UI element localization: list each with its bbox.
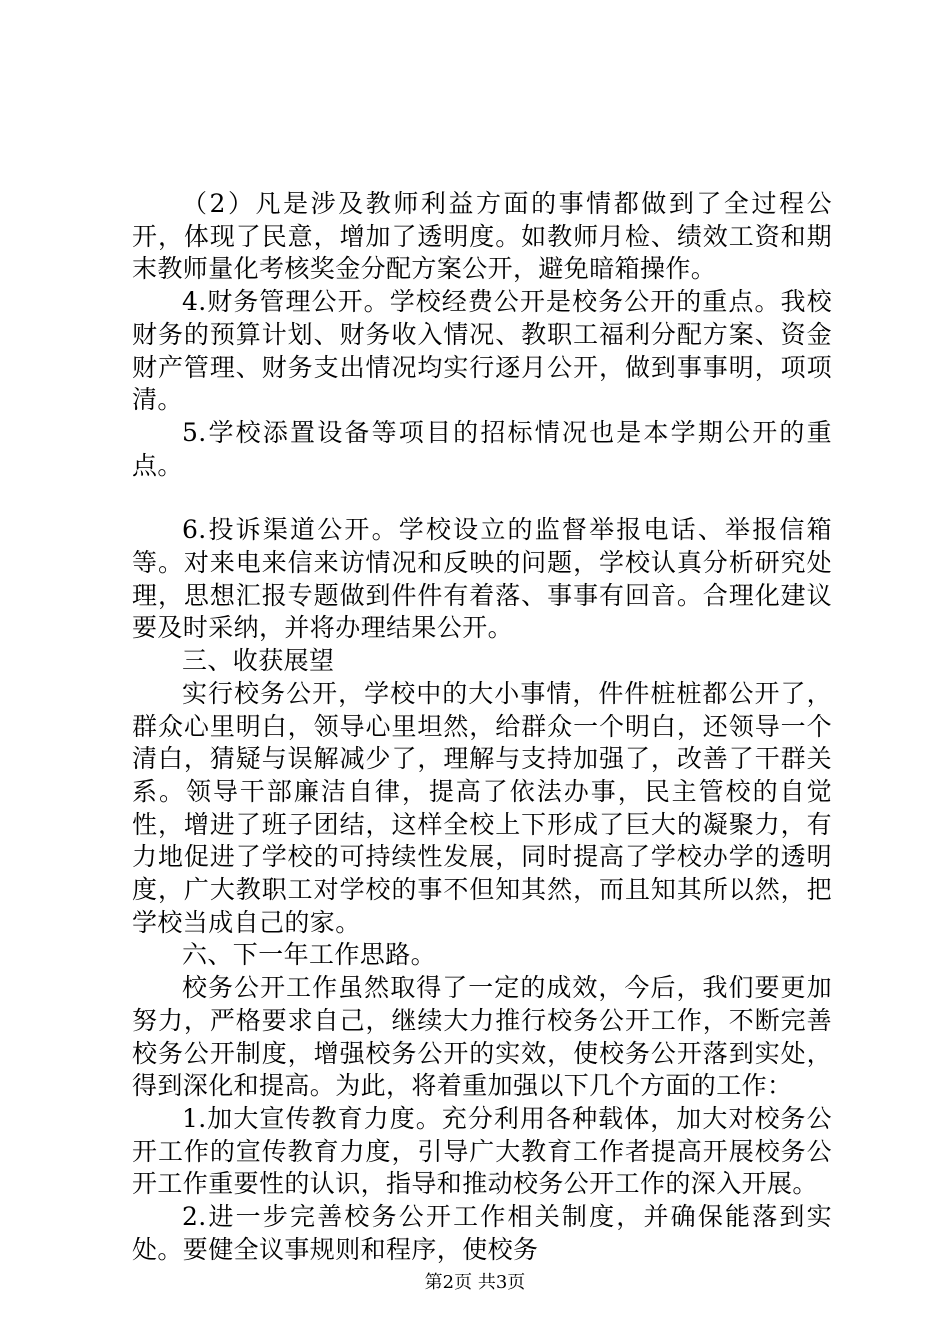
paragraph-next-year-intro: 校务公开工作虽然取得了一定的成效，今后，我们要更加努力，严格要求自己，继续大力推行校务公开工作，不断完善校务公开制度，增强校务公开的实效，使校务公开落到实处，得到深化和提高。为此，将着重加强以下几个方面的工作：	[132, 973, 832, 1101]
paragraph-equipment-bidding: 5.学校添置设备等项目的招标情况也是本学期公开的重点。	[132, 417, 832, 480]
section-heading-harvest: 三、收获展望	[182, 646, 335, 676]
paragraph-finance-disclosure: 4.财务管理公开。学校经费公开是校务公开的重点。我校财务的预算计划、财务收入情况、教职工福利分配方案、资金财产管理、财务支出情况均实行逐月公开，做到事事明，项项清。	[132, 287, 832, 415]
paragraph-complaint-channels: 6.投诉渠道公开。学校设立的监督举报电话、举报信箱等。对来电来信来访情况和反映的问题，学校认真分析研究处理，思想汇报专题做到件件有着落、事事有回音。合理化建议要及时采纳，并将办理结果公开。	[132, 515, 832, 643]
paragraph-teacher-interests: （2）凡是涉及教师利益方面的事情都做到了全过程公开，体现了民意，增加了透明度。如教师月检、绩效工资和期末教师量化考核奖金分配方案公开，避免暗箱操作。	[132, 189, 832, 284]
section-heading-next-year: 六、下一年工作思路。	[182, 940, 437, 970]
paragraph-harvest-body: 实行校务公开，学校中的大小事情，件件桩桩都公开了，群众心里明白，领导心里坦然，给群众一个明白，还领导一个清白，猜疑与误解减少了，理解与支持加强了，改善了干群关系。领导干部廉洁自律，提高了依法办事，民主管校的自觉性，增进了班子团结，这样全校上下形成了巨大的凝聚力，有力地促进了学校的可持续性发展，同时提高了学校办学的透明度，广大教职工对学校的事不但知其然，而且知其所以然，把学校当成自己的家。	[132, 678, 832, 937]
paragraph-improve-system: 2.进一步完善校务公开工作相关制度，并确保能落到实处。要健全议事规则和程序，使校务	[132, 1202, 832, 1264]
page-number-footer: 第2页 共3页	[424, 1272, 526, 1293]
document-body	[132, 188, 832, 1267]
paragraph-spacer	[132, 482, 832, 514]
paragraph-publicity-education: 1.加大宣传教育力度。充分利用各种载体，加大对校务公开工作的宣传教育力度，引导广大教育工作者提高开展校务公开工作重要性的认识，指导和推动校务公开工作的深入开展。	[132, 1103, 832, 1199]
